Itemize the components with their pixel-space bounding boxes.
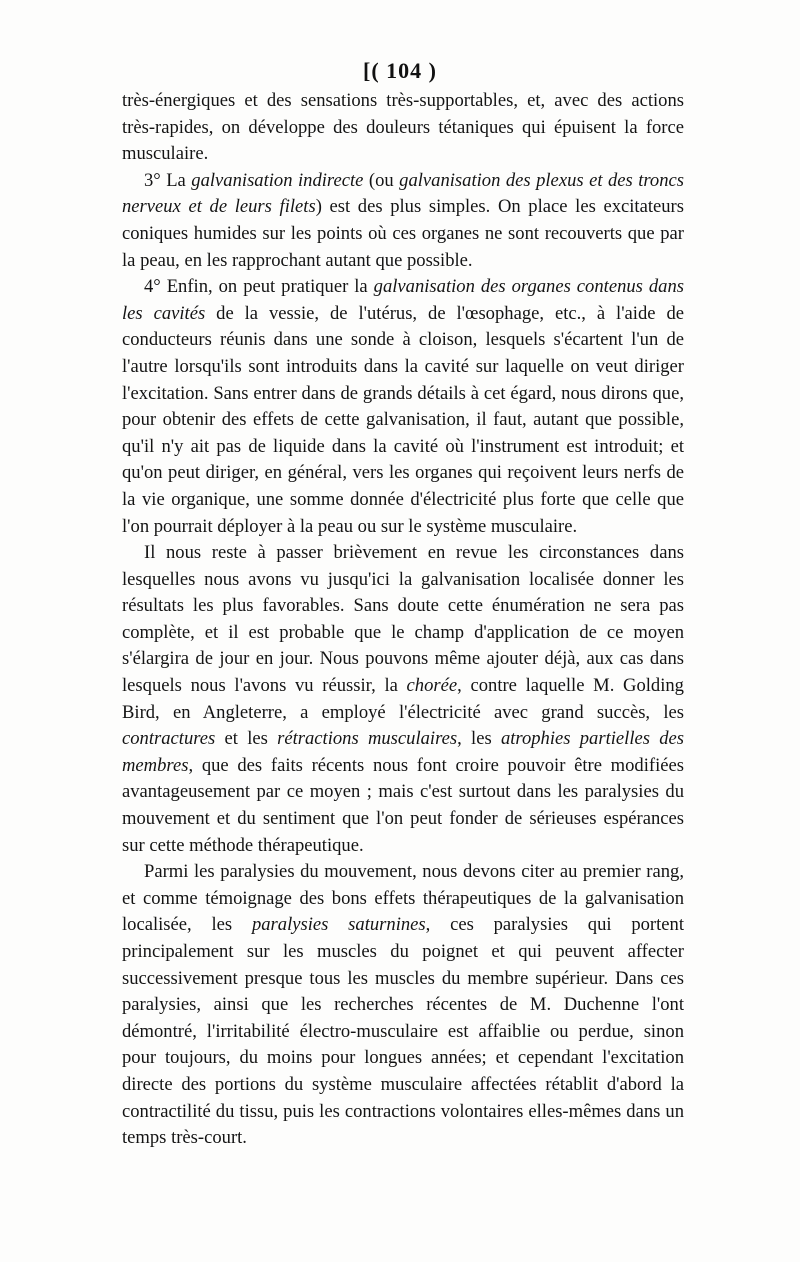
text-run: , que des faits récents nous font croire pouvoir être modifiées avantageusement par ce moyen ; mais c'est surtout dans les paralysies du mouvement et du sentiment que l'on peut fonder de sérieuses espérances sur cette méthode thérapeutique. [122, 754, 684, 856]
paragraph [122, 540, 684, 859]
text-run: de la vessie, de l'utérus, de l'œsophage, etc., à l'aide de conducteurs réunis dans une sonde à cloison, lesquels s'écartent l'un de l'autre lorsqu'ils sont introduits dans la cavité sur laquelle on veut diriger l'excitation. Sans entrer dans de grands détails à cet égard, nous dirons que, pour obtenir des effets de cette galvanisation, il faut, autant que possible, qu'il n'y ait pas de liquide dans la cavité où l'instrument est introduit; et qu'on peut diriger, en général, vers les organes qui reçoivent leurs nerfs de la vie organique, une somme donnée d'électricité plus forte que celle que l'on pourrait déployer à la peau ou sur le système musculaire. [122, 302, 684, 537]
text-run: ) est des plus simples. On place les excitateurs coniques humides sur les points où ces organes ne sont recouverts que par la peau, en les rapprochant autant que possible. [122, 196, 684, 271]
text-run: très-énergiques et des sensations très-supportables, et, avec des actions très-rapides, on développe des douleurs tétaniques qui épuisent la force musculaire. [122, 90, 684, 165]
italic-term: atrophies partielles des membres [122, 728, 684, 776]
paragraph [122, 274, 684, 540]
text-run: , ces paralysies qui portent principalement sur les muscles du poignet et qui peuvent affecter successivement presque tous les muscles du membre supérieur. Dans ces paralysies, ainsi que les recherches récentes de M. Duchenne l'ont démontré, l'irritabilité électro-musculaire est affaiblie ou perdue, sinon pour toujours, du moins pour longues années; et cependant l'excitation directe des portions du système musculaire affectées rétablit d'abord la contractilité du tissu, puis les contractions volontaires elles-mêmes dans un temps très-court. [122, 914, 684, 1149]
text-run: Il nous reste à passer brièvement en revue les circonstances dans lesquelles nous avons vu jusqu'ici la galvanisation localisée donner les résultats les plus favorables. Sans doute cette énumération ne sera pas complète, et il est probable que le champ d'application de ce moyen s'élargira de jour en jour. Nous pouvons même ajouter déjà, aux cas dans lesquels nous l'avons vu réussir, la [122, 542, 684, 697]
page-number: [( 104 ) [363, 58, 437, 83]
italic-term: galvanisation des organes contenus dans les cavités [122, 276, 684, 324]
paragraph [122, 859, 684, 1152]
paragraph [122, 88, 684, 168]
italic-term: rétractions musculaires [277, 728, 458, 750]
text-run: 3° La [144, 169, 192, 191]
italic-term: paralysies saturnines [251, 914, 426, 936]
text-run: , les [457, 728, 501, 750]
italic-term: contractures [122, 728, 216, 750]
text-run: 4° Enfin, on peut pratiquer la [144, 276, 374, 298]
italic-term: galvanisation des plexus et des troncs nerveux et de leurs filets [122, 169, 685, 218]
italic-term: chorée [406, 675, 458, 697]
body-text [122, 88, 684, 1152]
paragraph [122, 168, 684, 274]
text-run: Parmi les paralysies du mouvement, nous devons citer au premier rang, et comme témoignage des bons effets thérapeutiques de la galvanisation localisée, les [122, 861, 684, 936]
text-run: et les [215, 728, 278, 750]
italic-term: galvanisation indirecte [191, 169, 364, 191]
text-run: (ou [363, 169, 400, 191]
text-run: , contre laquelle M. Golding Bird, en Angleterre, a employé l'électricité avec grand succès, les [122, 675, 684, 723]
